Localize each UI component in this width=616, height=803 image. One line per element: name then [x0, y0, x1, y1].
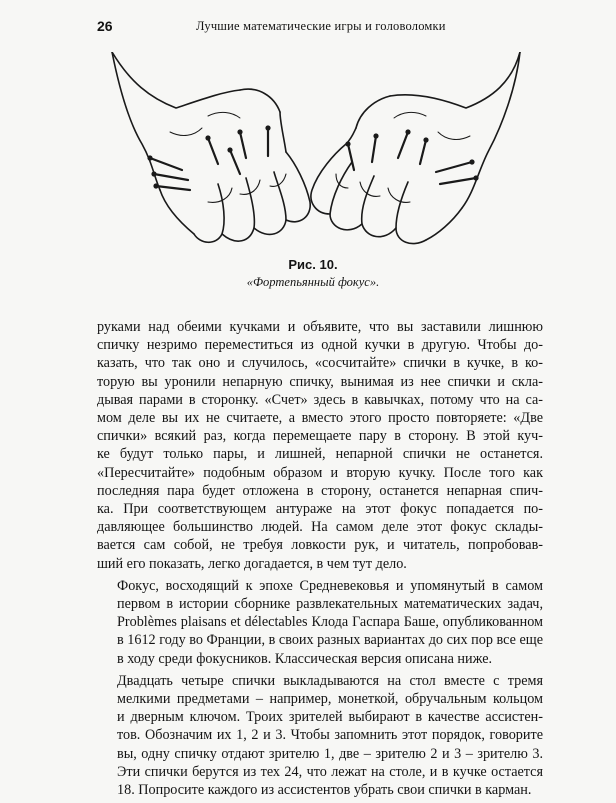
left-hand-match-heads	[147, 125, 270, 188]
text-line: ке будут только пары, и лишней, непарной спички не останется.	[97, 446, 543, 463]
text-line: Problèmes plaisans et délectables Клода Гаспара Баше, опубликованном	[117, 614, 543, 631]
text-line: первом в истории сборнике развлекательных математических задач,	[117, 596, 543, 613]
text-line: ший его показать, легко догадается, в чем тут дело.	[97, 555, 407, 572]
text-line: последняя пара будет отложена в сторону, останется непарная спич-	[97, 482, 543, 499]
text-line: вы, одну спичку отдают зрителю 1, две – зрителю 2 и 3 – зрителю 3.	[117, 745, 543, 762]
paragraph	[97, 672, 543, 799]
text-line: в ходу среди фокусников. Классическая версия описана ниже.	[117, 650, 493, 667]
page-number: 26	[97, 18, 113, 34]
text-line: Двадцать четыре спички выкладываются на стол вместе с тремя	[117, 672, 543, 689]
figure-subtitle: «Фортепьянный фокус».	[246, 275, 380, 289]
text-line: спички» всякий раз, когда перемещаете пару в сторону. В этой куч-	[97, 428, 543, 445]
body-text	[97, 318, 543, 803]
running-head-title: Лучшие математические игры и головоломки	[196, 19, 446, 33]
text-line: 18. Попросите каждого из ассистентов убрать свои спички в карман.	[117, 782, 532, 799]
text-line: в 1612 году во Франции, в своих разных вариантах до сих пор все еще	[117, 632, 543, 649]
text-line: спичку незримо переместиться из одной кучки в другую. Чтобы до-	[97, 337, 543, 354]
text-line: Эти спички берутся из тех 24, что лежат на столе, и в кучке остается	[117, 763, 543, 780]
paragraph	[97, 577, 543, 668]
paragraph	[97, 318, 543, 573]
text-line: и дверным ключом. Троих зрителей выбирают в качестве ассистен-	[117, 709, 543, 726]
text-line: «Пересчитайте» подобным образом и вторую кучку. После того как	[97, 464, 543, 481]
right-hand-drawing	[311, 52, 520, 244]
running-head	[0, 18, 616, 40]
figure-label: Рис. 10.	[288, 257, 338, 272]
right-hand-match-heads	[345, 129, 478, 180]
text-line: казать, что так оно и случилось, «сосчитайте» спички в кучке, в ко-	[97, 355, 543, 372]
text-line: мелкими предметами – например, монеткой, обручальным кольцом	[117, 691, 543, 708]
text-line: ка. При соответствующем антураже на этот фокус попадается по-	[97, 501, 543, 518]
text-line: руками над обеими кучками и объявите, что вы заставили лишнюю	[97, 319, 543, 335]
text-line: тов. Обозначим их 1, 2 и 3. Чтобы запомнить этот порядок, говорите	[117, 727, 543, 744]
text-line: торую вы уронили непарную спичку, вынимая из нее спички и скла-	[97, 373, 543, 390]
text-line: вается сам собой, не требуя ловкости рук, и читатель, попробовав-	[97, 537, 543, 554]
figure-caption	[0, 257, 616, 290]
text-line: Фокус, восходящий к эпохе Средневековья и упомянутый в самом	[117, 577, 543, 594]
text-line: давляющее большинство людей. На самом деле этот фокус склады-	[97, 519, 543, 536]
hands-illustration	[90, 52, 550, 248]
text-line: мом деле вы их не считаете, а вместо этого просто повторяете: «Две	[97, 410, 543, 427]
text-line: дывая парами в сторонку. «Счет» здесь в кавычках, потому что на са-	[97, 391, 543, 408]
